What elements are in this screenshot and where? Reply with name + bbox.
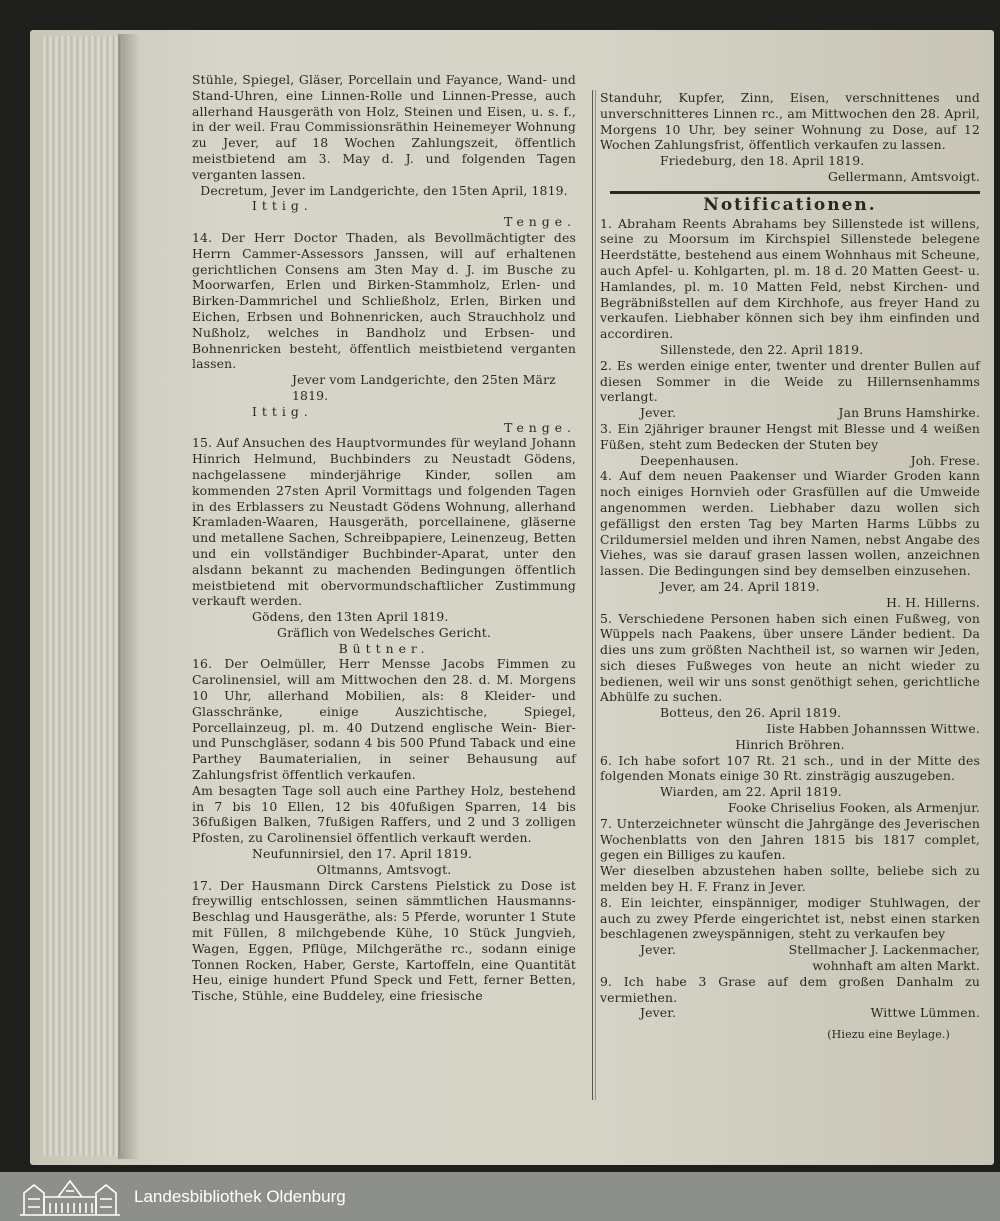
text-paragraph: 2. Es werden einige enter, twenter und drenter Bullen auf diesen Sommer in die Weide zu Hillernsenhamms verlangt. xyxy=(600,357,980,405)
text-paragraph: Jever, am 24. April 1819. xyxy=(660,578,820,594)
signature-row xyxy=(600,942,980,958)
signature-row xyxy=(600,405,980,421)
text-paragraph: Decretum, Jever im Landgerichte, den 15ten April, 1819. xyxy=(200,182,568,198)
text-paragraph: 14. Der Herr Doctor Thaden, als Bevollmächtigter des Herrn Cammer-Assessors Janssen, will auf erhaltenen gerichtlichen Consens am 3ten May d. J. im Busche zu Moorwarfen, Erlen und Birken-Stammholz, Erlen- und Birken-Dammrichel und Schließholz, Erlen, Birken und Eichen, Erbsen und Bohnenricken, auch Strauchholz und Nußholz, welches in Bandholz und Erbsen- und Bohnenricken besteht, öffentlich meistbietend verganten lassen. xyxy=(192,229,576,372)
signature-place: Jever. xyxy=(640,1005,677,1021)
signature-name: Joh. Frese. xyxy=(910,452,980,468)
signature-row xyxy=(600,1005,980,1021)
text-paragraph: Ittig. xyxy=(252,403,313,419)
section-rule xyxy=(610,191,980,194)
text-paragraph: Wiarden, am 22. April 1819. xyxy=(660,784,842,800)
text-paragraph: 3. Ein 2jähriger brauner Hengst mit Blesse und 4 weißen Füßen, steht zum Bedecken der Stuten bey xyxy=(600,420,980,452)
column-divider-second xyxy=(595,90,596,1100)
text-paragraph: Fooke Chriselius Fooken, als Armenjur. xyxy=(728,800,980,816)
text-paragraph: Tenge. xyxy=(504,214,576,230)
stacked-page-edges xyxy=(42,36,122,1156)
text-paragraph: Iiste Habben Johannssen Wittwe. xyxy=(766,721,980,737)
signature-place: Deepenhausen. xyxy=(640,452,739,468)
text-paragraph: Standuhr, Kupfer, Zinn, Eisen, verschnittenes und unverschnitteres Linnen rc., am Mittwochen den 28. April, Morgens 10 Uhr, bey seiner Wohnung zu Dose, auf 12 Wochen Zahlungsfrist, öffentlich verkaufen zu lassen. xyxy=(600,90,980,153)
text-paragraph: 17. Der Hausmann Dirck Carstens Pielstick zu Dose ist freywillig entschlossen, seinen sämmtlichen Hausmanns-Beschlag und Hausgeräthe, als: 5 Pferde, worunter 1 Stute mit Füllen, 8 milchgebende Kühe, 10 Stück Jungvieh, Wagen, Eggen, Pflüge, Milchgeräthe rc., sodann einige Tonnen Rocken, Haber, Gerste, Kartoffeln, eine Quantität Heu, einige hundert Pfund Speck und Fett, ferner Betten, Tische, Stühle, eine Buddeley, eine friesische xyxy=(192,877,576,1004)
text-paragraph: Hinrich Bröhren. xyxy=(735,736,845,752)
text-paragraph: 6. Ich habe sofort 107 Rt. 21 sch., und in der Mitte des folgenden Monats einige 30 Rt. zinsträgig auszugeben. xyxy=(600,752,980,784)
signature-name: Stellmacher J. Lackenmacher, xyxy=(788,942,980,958)
text-paragraph: Oltmanns, Amtsvogt. xyxy=(316,861,452,877)
section-heading: Notificationen. xyxy=(703,194,877,215)
text-paragraph: 7. Unterzeichneter wünscht die Jahrgänge des Jeverischen Wochenblatts von den Jahren 1815 bis 1817 complet, gegen ein Billiges zu kaufen. xyxy=(600,815,980,863)
notifications-list xyxy=(600,216,980,1022)
text-paragraph: Gellermann, Amtsvoigt. xyxy=(828,168,980,184)
text-paragraph: Gödens, den 13ten April 1819. xyxy=(252,609,449,625)
text-paragraph: Ittig. xyxy=(252,198,313,214)
text-paragraph: Neufunnirsiel, den 17. April 1819. xyxy=(252,846,473,862)
library-building-icon xyxy=(18,1177,122,1217)
text-paragraph: 9. Ich habe 3 Grase auf dem großen Danhalm zu vermiethen. xyxy=(600,973,980,1005)
text-paragraph: Jever vom Landgerichte, den 25ten März 1819. xyxy=(292,372,556,403)
right-column xyxy=(600,90,980,1043)
left-column xyxy=(192,72,576,1004)
text-paragraph: Wer dieselben abzustehen haben sollte, beliebe sich zu melden bey H. F. Franz in Jever. xyxy=(600,863,980,895)
gutter-shadow xyxy=(118,34,140,1159)
text-paragraph: Gräflich von Wedelsches Gericht. xyxy=(277,624,491,640)
right-column-continuation xyxy=(600,90,980,185)
signature-place: Jever. xyxy=(640,942,677,958)
text-paragraph: Tenge. xyxy=(504,419,576,435)
text-paragraph: Botteus, den 26. April 1819. xyxy=(660,705,842,721)
text-paragraph: Sillenstede, den 22. April 1819. xyxy=(660,341,864,357)
text-paragraph: Friedeburg, den 18. April 1819. xyxy=(660,153,865,169)
signature-place: Jever. xyxy=(640,405,677,421)
signature-name: Wittwe Lümmen. xyxy=(870,1005,980,1021)
text-paragraph: Am besagten Tage soll auch eine Parthey Holz, bestehend in 7 bis 10 Ellen, 12 bis 40fußigen Sparren, 14 bis 36fußigen Balken, 7fußigen Raffers, und 2 und 3 zolligen Pfosten, zu Carolinensiel öffentlich verkauft werden. xyxy=(192,782,576,846)
library-name: Landesbibliothek Oldenburg xyxy=(134,1186,346,1206)
text-paragraph: H. H. Hillerns. xyxy=(886,594,980,610)
text-paragraph: 4. Auf dem neuen Paakenser und Wiarder Groden kann noch einiges Hornvieh oder Grasfüllen auf die Umweide angenommen werden. Liebhaber dazu wollen sich gefälligst den ersten Tag bey Marten Harms Lübbs zu Crildumersiel melden und ihren Namen, nebst Angabe des Viehes, was sie darauf grasen lassen wollen, anzeichnen lassen. Die Bedingungen sind bey demselben einzusehen. xyxy=(600,468,980,579)
column-divider xyxy=(592,90,593,1100)
text-paragraph: 5. Verschiedene Personen haben sich einen Fußweg, von Wüppels nach Paakens, über unsere Länder bedient. Da dies uns zum größten Nachtheil ist, so warnen wir Jeden, sich dieses Fußweges von heute an nicht wieder zu bedienen, weil wir uns sonst genöthigt sehen, gerichtliche Abhülfe zu suchen. xyxy=(600,610,980,705)
text-paragraph: wohnhaft am alten Markt. xyxy=(812,958,980,974)
supplement-note: (Hiezu eine Beylage.) xyxy=(827,1028,950,1042)
text-paragraph: 16. Der Oelmüller, Herr Mensse Jacobs Fimmen zu Carolinensiel, will am Mittwochen den 28. d. M. Morgens 10 Uhr, allerhand Mobilien, als: 8 Kleider- und Glasschränke, einige Auszichtische, Spiegel, Porcellainzeug, pl. m. 40 Dutzend englische Wein- Bier- und Punschgläser, sodann 4 bis 500 Pfund Taback und eine Parthey Baumaterialien, in seiner Behausung auf Zahlungsfrist öffentlich verkaufen. xyxy=(192,656,576,783)
text-paragraph: 1. Abraham Reents Abrahams bey Sillenstede ist willens, seine zu Moorsum im Kirchspiel Sillenstede belegene Heerdstätte, bestehend aus einem Wohnhaus mit Scheune, auch Apfel- u. Kohlgarten, pl. m. 18 d. 20 Matten Geest- u. Hamlandes, pl. m. 10 Matten Feld, nebst Kirchen- und Begräbnißstellen auf dem Kirchhofe, aus freyer Hand zu verkaufen. Liebhaber können sich bey ihm einfinden und accordiren. xyxy=(600,215,980,342)
signature-name: Jan Bruns Hamshirke. xyxy=(838,405,980,421)
text-paragraph: Stühle, Spiegel, Gläser, Porcellain und Fayance, Wand- und Stand-Uhren, eine Linnen-Rolle und Linnen-Presse, auch allerhand Hausgeräth von Holz, Steinen und Eisen, u. s. f., in der weil. Frau Commissionsräthin Heinemeyer Wohnung zu Jever, auf 18 Wochen Zahlungszeit, öffentlich meistbietend am 3. May d. J. und folgenden Tagen verganten lassen. xyxy=(192,72,576,182)
signature-row xyxy=(600,453,980,469)
footer-bar xyxy=(0,1172,1000,1221)
text-paragraph: 15. Auf Ansuchen des Hauptvormundes für weyland Johann Hinrich Helmund, Buchbinders zu Neustadt Gödens, nachgelassene minderjährige Kinder, sollen am kommenden 27sten April Vormittags und folgenden Tagen in des Erblassers zu Neustadt Gödens Wohnung, allerhand Kramladen-Waaren, Hausgeräth, porcellainene, gläserne und metallene Sachen, Schreibpapiere, Leinenzeug, Betten und ein vollständiger Buchbinder-Aparat, unter den alsdann bekannt zu machenden Bedingungen öffentlich meistbietend mit obervormundschaftlicher Zustimmung verkauft werden. xyxy=(192,435,576,609)
text-paragraph: 8. Ein leichter, einspänniger, modiger Stuhlwagen, der auch zu zwey Pferde eingerichtet ist, nebst einen starken beschlagenen zweyspännigen, steht zu verkaufen bey xyxy=(600,894,980,942)
text-paragraph: Büttner. xyxy=(338,640,430,656)
